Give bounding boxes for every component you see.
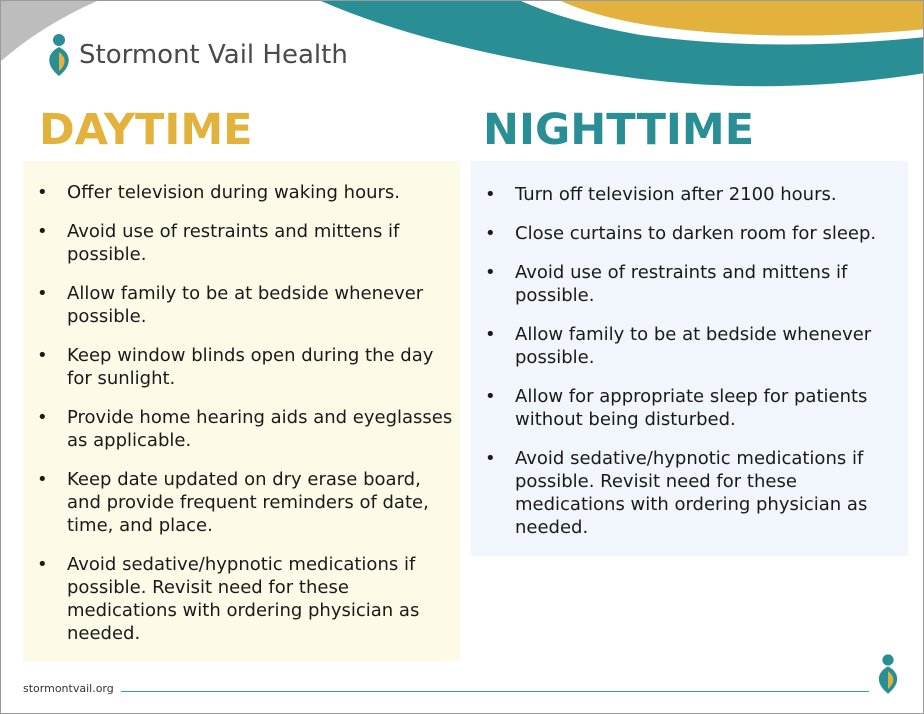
list-item: • Avoid use of restraints and mittens if possible.	[37, 220, 454, 266]
list-item: • Avoid use of restraints and mittens if possible.	[485, 261, 902, 307]
list-item: • Allow family to be at bedside whenever possible.	[37, 282, 454, 328]
list-item: • Avoid sedative/hypnotic medications if possible. Revisit need for these medications with ordering physician as needed.	[37, 553, 454, 645]
footer-divider	[121, 691, 869, 692]
list-item: • Keep date updated on dry erase board, and provide frequent reminders of date, time, and place.	[37, 468, 454, 537]
nighttime-list	[485, 183, 902, 555]
daytime-panel	[23, 161, 460, 661]
nighttime-panel	[471, 161, 908, 556]
list-item: • Offer television during waking hours.	[37, 181, 454, 204]
list-item: • Allow for appropriate sleep for patients without being disturbed.	[485, 385, 902, 431]
stormont-vail-logo-icon	[873, 653, 903, 695]
list-item: • Avoid sedative/hypnotic medications if possible. Revisit need for these medications with ordering physician as needed.	[485, 447, 902, 539]
list-item: • Keep window blinds open during the day for sunlight.	[37, 344, 454, 390]
stormont-vail-logo-icon	[43, 33, 75, 77]
brand-logo	[43, 33, 348, 77]
nighttime-title: NIGHTTIME	[483, 105, 755, 155]
list-item: • Provide home hearing aids and eyeglasses as applicable.	[37, 406, 454, 452]
footer-website-link[interactable]: stormontvail.org	[23, 682, 114, 695]
list-item: • Allow family to be at bedside whenever possible.	[485, 323, 902, 369]
list-item: • Turn off television after 2100 hours.	[485, 183, 902, 206]
daytime-list	[37, 181, 454, 661]
daytime-title: DAYTIME	[39, 105, 253, 155]
list-item: • Close curtains to darken room for sleep.	[485, 222, 902, 245]
brand-name: Stormont Vail Health	[79, 40, 348, 70]
